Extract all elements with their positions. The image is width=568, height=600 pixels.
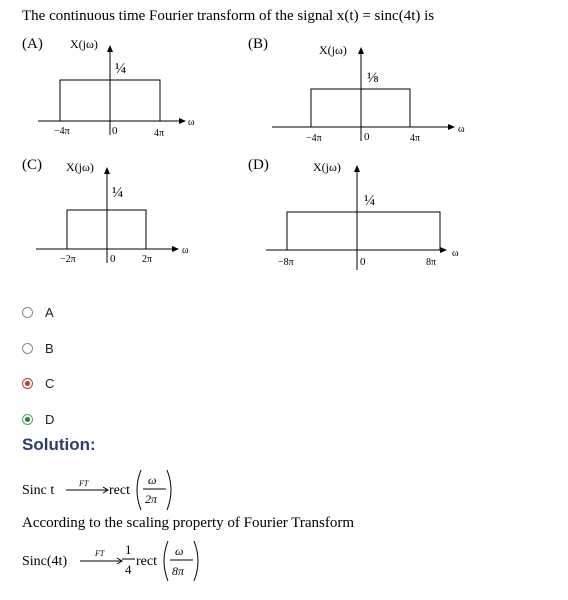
solution-heading: Solution: (22, 435, 96, 454)
question-text: The continuous time Fourier transform of the signal x(t) = sinc(4t) is (22, 8, 435, 24)
option-a-label: A (45, 305, 54, 320)
eq1-left: Sinc t (22, 483, 55, 498)
solution-explanation: According to the scaling property of Fourier Transform (22, 515, 355, 531)
figure-b-amplitude: ⅛ (367, 70, 379, 86)
figure-b-left-tick: −4π (306, 133, 322, 144)
figure-c-amplitude: ¼ (112, 185, 124, 201)
eq2-left: Sinc(4t) (22, 554, 68, 569)
eq1-rect: rect (109, 483, 130, 498)
eq2-coef-den: 4 (125, 562, 132, 577)
equation-sinc (22, 470, 171, 510)
figure-a-left-tick: −4π (54, 126, 70, 137)
option-c-label: C (45, 376, 55, 391)
option-d-label: D (45, 412, 55, 427)
figure-b-ylabel: X(jω) (319, 43, 347, 57)
figure-b-xlabel: ω (458, 124, 465, 135)
equation-scaled (22, 541, 198, 581)
figure-c-origin: 0 (110, 253, 116, 265)
figure-d-left-tick: −8π (278, 257, 294, 268)
figure-a-xlabel: ω (188, 117, 195, 128)
eq2-coef-num: 1 (125, 542, 132, 557)
option-b-label: B (45, 341, 54, 356)
figure-d-xlabel: ω (452, 248, 459, 259)
eq2-denominator: 8π (172, 564, 185, 578)
figure-d-amplitude: ¼ (364, 193, 376, 209)
figure-a-origin: 0 (112, 125, 118, 137)
figure-a-amplitude: ¼ (115, 61, 127, 77)
eq1-numerator: ω (148, 473, 157, 487)
eq1-denominator: 2π (145, 492, 158, 506)
figure-c-ylabel: X(jω) (66, 160, 94, 174)
figure-d-ylabel: X(jω) (313, 160, 341, 174)
figure-b-origin: 0 (364, 131, 370, 143)
figure-d-label: (D) (248, 157, 269, 173)
figure-a-ylabel: X(jω) (70, 37, 98, 51)
eq2-numerator: ω (175, 544, 184, 558)
figure-d-right-tick: 8π (426, 257, 437, 268)
figure-c-label: (C) (22, 157, 42, 173)
eq1-ft-label: FT (79, 479, 89, 488)
figure-c-left-tick: −2π (60, 254, 76, 265)
figure-b-right-tick: 4π (410, 133, 421, 144)
figure-c-xlabel: ω (182, 245, 189, 256)
figure-a-right-tick: 4π (154, 128, 165, 139)
eq2-ft-label: FT (95, 549, 105, 558)
figure-d-origin: 0 (360, 256, 366, 268)
figure-a-label: (A) (22, 36, 43, 52)
figure-b-label: (B) (248, 36, 268, 52)
figure-c-right-tick: 2π (142, 254, 153, 265)
eq2-rect: rect (136, 554, 157, 569)
